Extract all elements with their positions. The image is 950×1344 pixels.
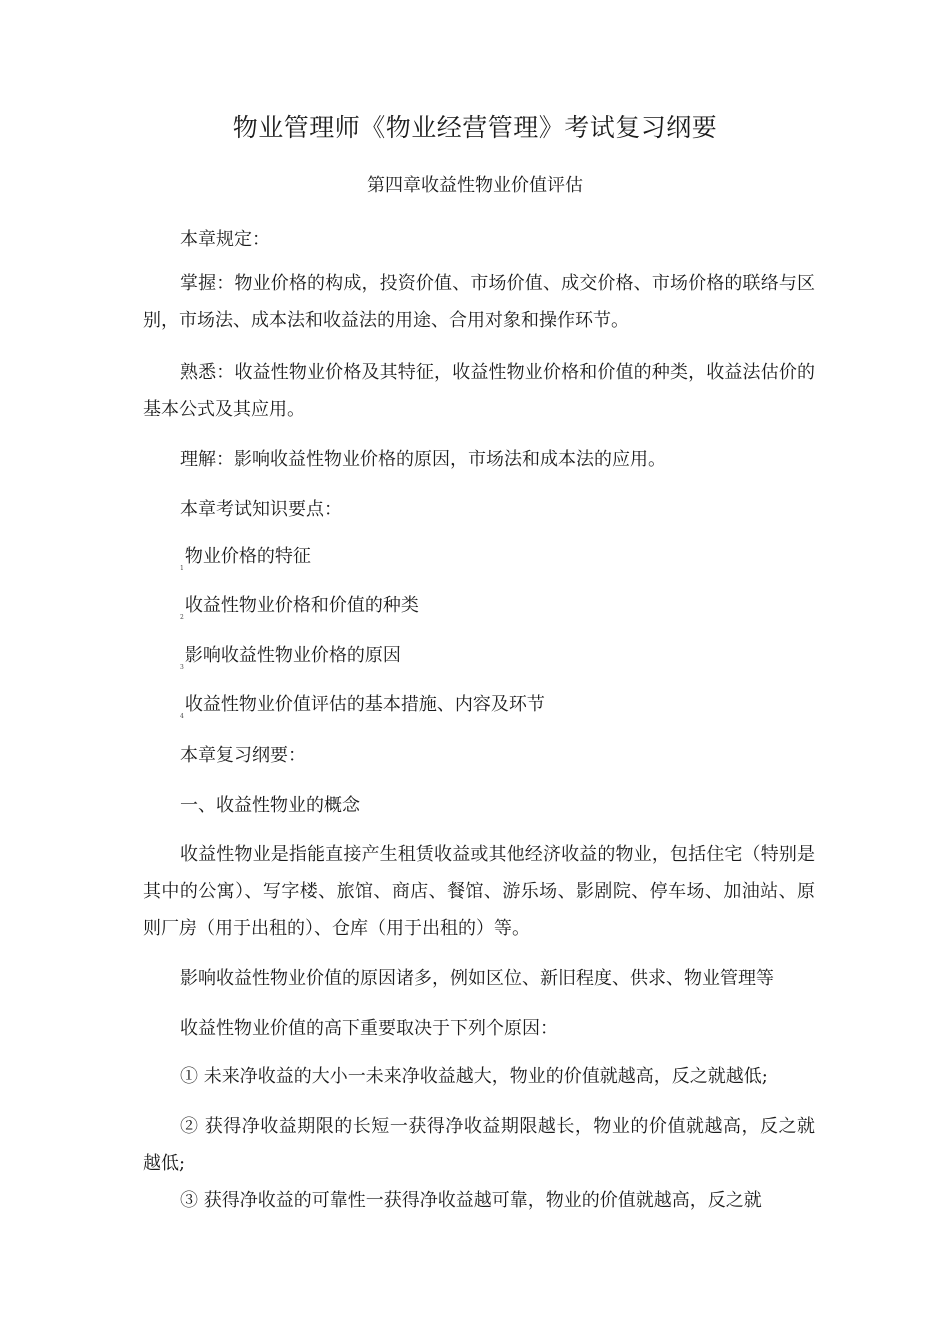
factor-2: ② 获得净收益期限的长短一获得净收益期限越长，物业的价值就越高，反之就越低; [143,1116,815,1174]
factor-1: ① 未来净收益的大小一未来净收益越大，物业的价值就越高，反之就越低; [180,1066,768,1087]
list-number: 4 [180,713,184,720]
familiar-paragraph: 熟悉：收益性物业价格及其特征，收益性物业价格和价值的种类，收益法估价的基本公式及其应用。 [143,362,815,420]
factors-paragraph: 影响收益性物业价值的原因诸多，例如区位、新旧程度、供求、物业管理等 [180,968,774,989]
list-number: 3 [180,664,184,671]
outline-heading: 本章复习纲要： [180,745,306,766]
factor-3: ③ 获得净收益的可靠性一获得净收益越可靠，物业的价值就越高，反之就 [180,1190,762,1211]
key-points-heading: 本章考试知识要点： [180,499,342,520]
rules-heading: 本章规定： [180,229,270,250]
master-paragraph: 掌握：物业价格的构成，投资价值、市场价值、成交价格、市场价格的联络与区别，市场法、成本法和收益法的用途、合用对象和操作环节。 [143,273,815,331]
understand-paragraph: 理解：影响收益性物业价格的原因，市场法和成本法的应用。 [180,449,666,470]
section-heading: 一、收益性物业的概念 [180,795,360,816]
list-item [180,592,820,632]
list-item [180,543,820,583]
list-item [180,642,820,682]
definition-paragraph: 收益性物业是指能直接产生租赁收益或其他经济收益的物业，包括住宅（特别是其中的公寓）、写字楼、旅馆、商店、餐馆、游乐场、影剧院、停车场、加油站、原则厂房（用于出租的）、仓库（用于出租的）等。 [143,844,815,939]
list-item-text: 收益性物业价值评估的基本措施、内容及环节 [184,694,545,715]
list-number: 1 [180,565,184,572]
list-number: 2 [180,614,184,621]
chapter-title: 第四章收益性物业价值评估 [367,175,583,196]
list-item-text: 物业价格的特征 [184,546,311,567]
document-title: 物业管理师《物业经营管理》考试复习纲要 [232,113,718,142]
main-factors-intro: 收益性物业价值的高下重要取决于下列个原因： [180,1018,558,1039]
list-item-text: 影响收益性物业价格的原因 [184,645,401,666]
list-item [180,691,820,731]
list-item-text: 收益性物业价格和价值的种类 [184,595,419,616]
